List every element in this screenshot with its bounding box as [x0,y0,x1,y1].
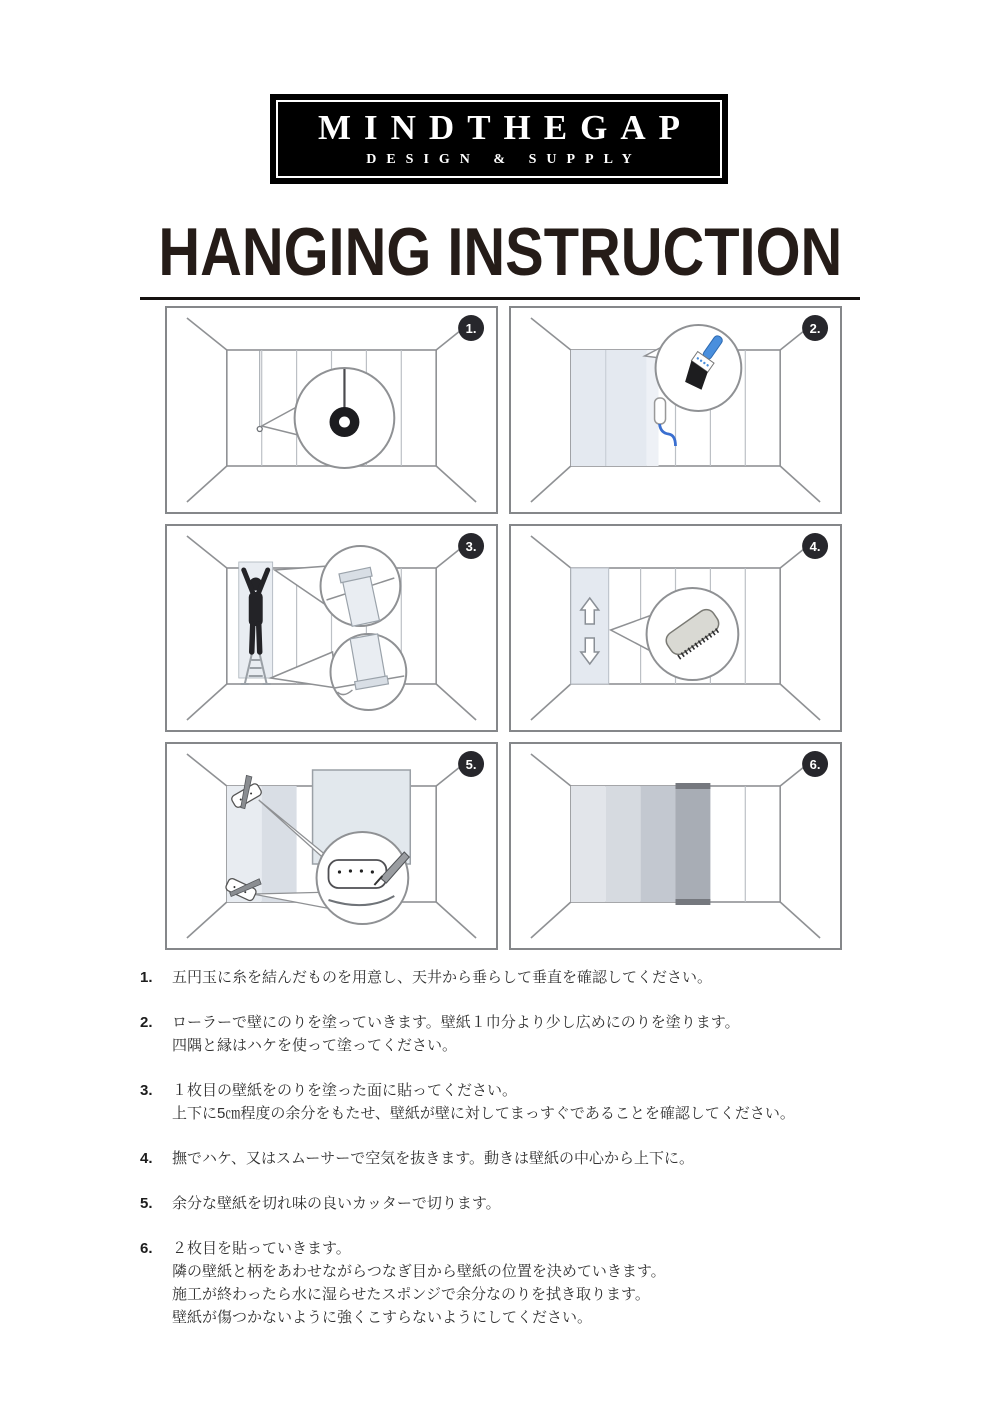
panel-step-4 [509,524,842,732]
item-line: ２枚目を貼っていきます。 [172,1240,351,1257]
item-line: １枚目の壁紙をのりを塗った面に貼ってください。 [172,1082,518,1099]
callout-bottom-excess [271,634,407,710]
step-badge [458,533,484,559]
person-hanging-strip-icon [167,526,496,730]
panel-step-5 [165,742,498,950]
svg-text:5.: 5. [465,756,477,773]
step-badge [802,751,828,777]
instruction-item-4 [140,1147,910,1170]
item-number: 2. [140,1014,153,1031]
plumb-bob-coin-icon [167,308,496,512]
callout-ceiling-overlap [275,546,401,627]
paste-brush-and-roller-icon [511,308,840,512]
panel-step-6 [509,742,842,950]
svg-text:2.: 2. [809,320,821,337]
panel-step-1 [165,306,498,514]
title-underline [140,297,860,300]
step-badge [802,315,828,341]
callout-smoother [611,588,739,680]
item-line: 上下に5㎝程度の余分をもたせ、壁紙が壁に対してまっすぐであることを確認してください。 [172,1105,795,1122]
item-number: 4. [140,1150,153,1167]
step-panels-grid [165,306,842,950]
item-line: ローラーで壁にのりを塗っていきます。壁紙１巾分より少し広めにのりを塗ります。 [172,1014,740,1031]
page-title: HANGING INSTRUCTION [158,214,842,290]
pattern-match-strips-icon [511,744,840,948]
item-line: 余分な壁紙を切れ味の良いカッターで切ります。 [172,1195,501,1212]
instruction-list [140,966,910,1351]
wallpaper-strips [571,783,711,905]
item-number: 5. [140,1195,153,1212]
brand-logo [270,94,728,184]
svg-text:1.: 1. [465,320,477,337]
wallpaper-strip [571,568,609,684]
callout-cutting [317,832,410,924]
instruction-item-3 [140,1079,910,1125]
smoother-brush-icon [511,526,840,730]
brand-logo-frame [276,100,722,178]
instruction-item-6 [140,1237,910,1329]
svg-text:3.: 3. [465,538,477,555]
step-badge [802,533,828,559]
step-badge [458,315,484,341]
brand-logo-subtitle: DESIGN & SUPPLY [366,152,642,167]
item-number: 3. [140,1082,153,1099]
item-number: 6. [140,1240,153,1257]
cutter-trim-icon [167,744,496,948]
svg-text:4.: 4. [809,538,821,555]
item-number: 1. [140,969,153,986]
item-line: 四隅と縁はハケを使って塗ってください。 [172,1037,458,1054]
item-line: 五円玉に糸を結んだものを用意し、天井から垂らして垂直を確認してください。 [172,969,713,986]
instruction-item-2 [140,1011,910,1057]
item-line: 壁紙が傷つかないように強くこすらないようにしてください。 [172,1309,593,1326]
smoother-tool [329,860,387,888]
glue-area [571,350,647,466]
callout-plumb-bob [262,368,395,468]
wallpaper-strip [262,786,297,902]
panel-step-3 [165,524,498,732]
instruction-item-5 [140,1192,910,1215]
instruction-item-1 [140,966,910,989]
item-line: 施工が終わったら水に湿らせたスポンジで余分なのりを拭き取ります。 [172,1286,650,1303]
brand-logo-title: MINDTHEGAP [318,108,693,147]
item-line: 隣の壁紙と柄をあわせながらつなぎ目から壁紙の位置を決めていきます。 [172,1263,666,1280]
panel-step-2 [509,306,842,514]
item-line: 撫でハケ、又はスムーサーで空気を抜きます。動きは壁紙の中心から上下に。 [172,1150,695,1167]
step-badge [458,751,484,777]
svg-text:6.: 6. [809,756,821,773]
